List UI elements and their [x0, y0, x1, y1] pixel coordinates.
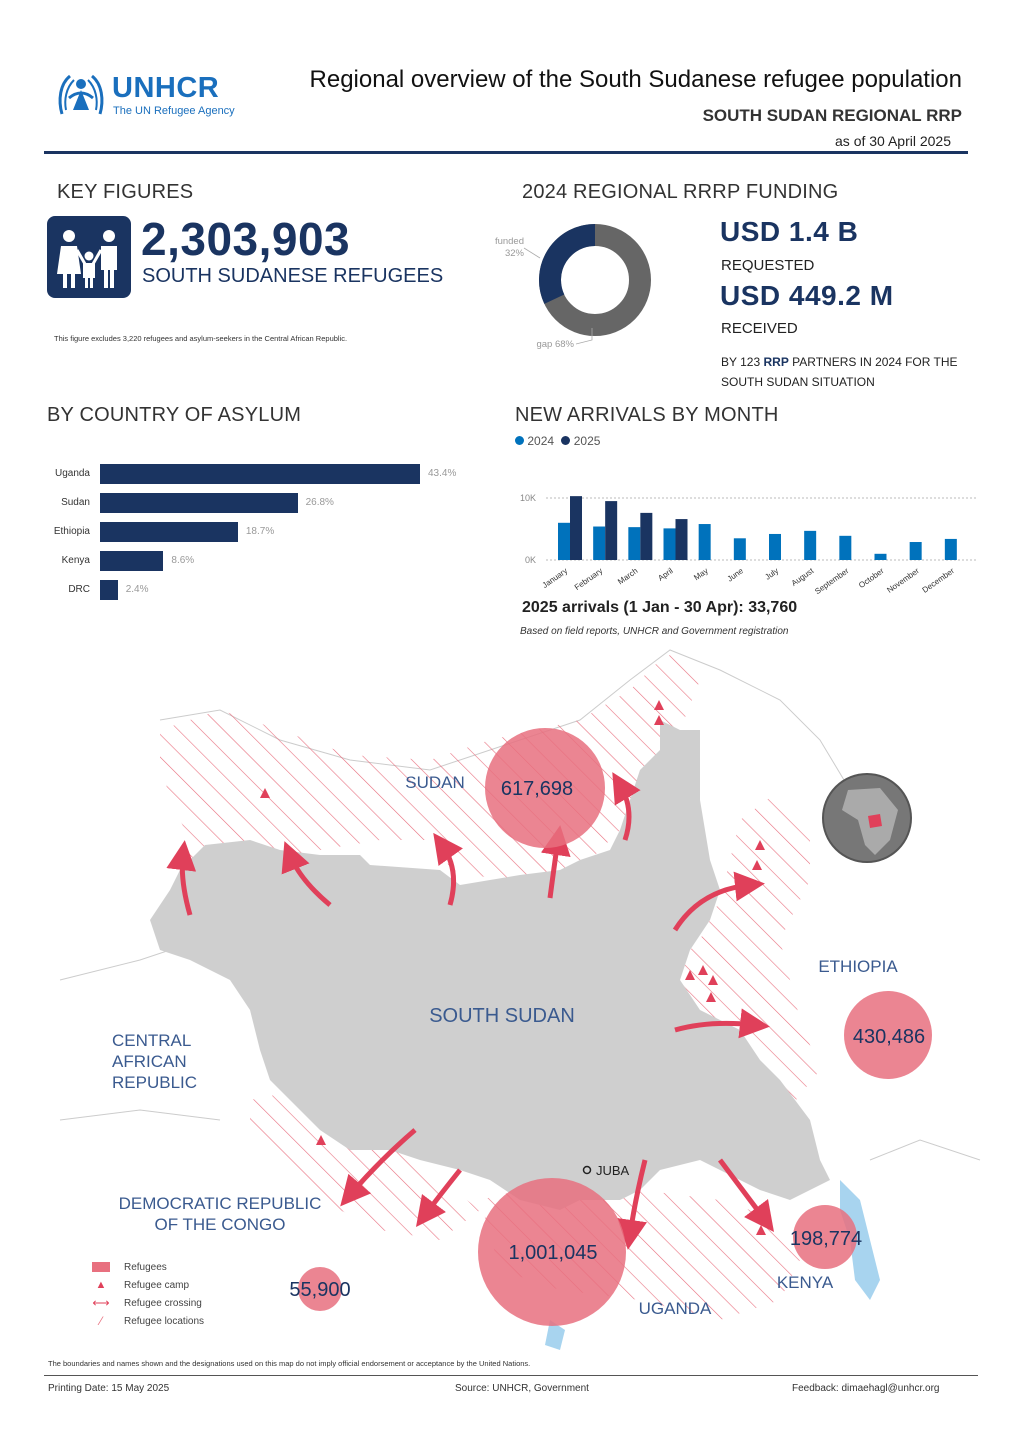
map-legend — [92, 1258, 204, 1330]
arrivals-heading: NEW ARRIVALS BY MONTH — [515, 404, 779, 426]
footer-divider — [44, 1375, 978, 1376]
legend-refugees — [92, 1258, 204, 1276]
logo-name: UNHCR — [112, 72, 220, 104]
label-uganda: UGANDA — [638, 1299, 712, 1318]
asylum-bar-label: Uganda — [54, 468, 90, 479]
legend-crossing — [92, 1294, 204, 1312]
x-tick-label: August — [789, 566, 816, 588]
arrivals-bar-2024 — [910, 542, 922, 560]
asylum-bar-label: Ethiopia — [53, 526, 90, 537]
x-tick-label: July — [763, 566, 781, 582]
key-figures-note: This figure excludes 3,220 refugees and asylum-seekers in the Central African Republic. — [54, 334, 348, 343]
partners-rrp: RRP — [763, 355, 789, 369]
partners-suffix: PARTNERS IN 2024 FOR THE SOUTH SUDAN SITUATION — [721, 355, 958, 389]
total-refugees-label: SOUTH SUDANESE REFUGEES — [142, 265, 444, 287]
bubble-sudan-value: 617,698 — [500, 778, 574, 800]
x-tick-label: November — [885, 566, 921, 595]
arrivals-bar-2024 — [664, 528, 676, 560]
arrivals-legend — [515, 434, 600, 448]
received-label: RECEIVED — [721, 320, 798, 337]
funded-slice — [550, 235, 595, 299]
legend-2024-swatch — [515, 436, 524, 445]
asylum-bar-value: 18.7% — [245, 526, 275, 537]
unhcr-emblem-icon — [54, 70, 108, 120]
unhcr-logo — [54, 70, 244, 120]
legend-camp-label: Refugee camp — [124, 1279, 190, 1291]
requested-label: REQUESTED — [721, 257, 815, 274]
x-tick-label: December — [920, 566, 956, 595]
y-tick-label: 10K — [519, 493, 536, 503]
legend-2024-label: 2024 — [527, 434, 555, 448]
asylum-bar-label: Sudan — [61, 497, 90, 508]
page-subtitle: SOUTH SUDAN REGIONAL RRP — [702, 106, 962, 125]
funding-donut-chart — [480, 218, 690, 358]
arrivals-bar-2024 — [769, 534, 781, 560]
feedback-email[interactable]: Feedback: dimaehagl@unhcr.org — [792, 1383, 940, 1394]
arrivals-bar-chart — [510, 488, 980, 598]
arrivals-bar-2024 — [593, 527, 605, 560]
legend-locations — [92, 1312, 204, 1330]
asylum-bar-label: DRC — [68, 584, 90, 595]
legend-refugees-label: Refugees — [124, 1261, 167, 1273]
asylum-bar — [100, 464, 420, 484]
arrivals-bar-2024 — [628, 527, 640, 560]
arrivals-bar-2025 — [605, 501, 617, 560]
arrivals-bar-2024 — [875, 554, 887, 560]
printing-date: Printing Date: 15 May 2025 — [48, 1383, 170, 1394]
asylum-bar — [100, 522, 238, 542]
label-kenya: KENYA — [776, 1273, 834, 1292]
camp-icon: ▲ — [95, 1279, 107, 1291]
bubble-ethiopia-value: 430,486 — [852, 1026, 926, 1048]
asylum-bar-value: 2.4% — [125, 584, 149, 595]
label-drc: DEMOCRATIC REPUBLIC OF THE CONGO — [118, 1194, 322, 1234]
legend-2025-label: 2025 — [573, 434, 601, 448]
crossing-arrow-icon: ⟷ — [92, 1296, 110, 1310]
x-tick-label: March — [616, 566, 640, 587]
funded-pct: 32% — [504, 248, 524, 259]
legend-locations-label: Refugee locations — [124, 1315, 205, 1327]
report-date: as of 30 April 2025 — [835, 133, 951, 149]
asylum-bar-value: 26.8% — [305, 497, 334, 508]
arrivals-bar-2024 — [558, 523, 570, 560]
legend-refugees-swatch — [92, 1262, 110, 1272]
bubble-drc-value: 55,900 — [289, 1279, 351, 1301]
asylum-bar — [100, 493, 298, 513]
arrivals-bar-2024 — [839, 536, 851, 560]
funded-label: funded — [494, 236, 524, 247]
x-tick-label: April — [656, 566, 675, 583]
arrivals-source-note: Based on field reports, UNHCR and Government registration — [520, 626, 789, 637]
funding-heading: 2024 REGIONAL RRRP FUNDING — [522, 181, 839, 203]
x-tick-label: September — [813, 566, 851, 597]
arrivals-bar-2024 — [804, 531, 816, 560]
arrivals-bar-2024 — [734, 538, 746, 560]
legend-crossing-label: Refugee crossing — [124, 1297, 202, 1309]
x-tick-label: May — [692, 566, 710, 583]
map-disclaimer: The boundaries and names shown and the designations used on this map do not imply official endorsement or acceptance by the United Nations. — [48, 1359, 531, 1368]
arrivals-bar-2024 — [945, 539, 957, 560]
x-tick-label: February — [572, 566, 605, 593]
partners-note — [721, 352, 986, 392]
x-tick-label: October — [857, 566, 886, 590]
arrivals-bar-2025 — [640, 513, 652, 560]
footer-source: Source: UNHCR, Government — [455, 1383, 589, 1394]
arrivals-bar-2025 — [570, 496, 582, 560]
legend-2025-swatch — [561, 436, 570, 445]
bubble-uganda-value: 1,001,045 — [508, 1242, 598, 1264]
asylum-bar-chart — [30, 462, 480, 607]
received-amount: USD 449.2 M — [720, 280, 894, 311]
regional-map — [20, 640, 1004, 1360]
x-tick-label: June — [725, 566, 745, 584]
asylum-bar — [100, 580, 118, 600]
key-figures-heading: KEY FIGURES — [57, 181, 194, 203]
y-tick-label: 0K — [524, 555, 536, 565]
arrivals-bar-2024 — [699, 524, 711, 560]
hatch-icon: ⁄ — [99, 1314, 102, 1328]
bubble-kenya-value: 198,774 — [789, 1228, 863, 1250]
arrivals-summary: 2025 arrivals (1 Jan - 30 Apr): 33,760 — [522, 599, 798, 616]
label-sudan: SUDAN — [405, 773, 465, 792]
label-south-sudan: SOUTH SUDAN — [429, 1005, 575, 1027]
label-capital: JUBA — [596, 1163, 630, 1178]
label-ethiopia: ETHIOPIA — [818, 957, 898, 976]
asylum-heading: BY COUNTRY OF ASYLUM — [47, 404, 302, 426]
partners-prefix: BY 123 — [721, 355, 764, 369]
logo-tagline: The UN Refugee Agency — [113, 105, 235, 117]
asylum-bar-value: 43.4% — [428, 468, 457, 479]
family-icon — [47, 216, 131, 298]
legend-camp — [92, 1276, 204, 1294]
asylum-bar-label: Kenya — [61, 555, 90, 566]
x-tick-label: January — [540, 566, 570, 590]
gap-label: gap 68% — [536, 339, 574, 350]
page-title: Regional overview of the South Sudanese refugee population — [309, 66, 962, 93]
asylum-bar — [100, 551, 163, 571]
arrivals-bar-2025 — [676, 519, 688, 560]
asylum-bar-value: 8.6% — [171, 555, 195, 566]
requested-amount: USD 1.4 B — [720, 216, 859, 247]
africa-globe-icon — [823, 774, 911, 862]
total-refugees-figure: 2,303,903 — [141, 213, 351, 265]
label-car: CENTRAL AFRICAN REPUBLIC — [112, 1031, 198, 1092]
header-divider — [44, 151, 968, 154]
